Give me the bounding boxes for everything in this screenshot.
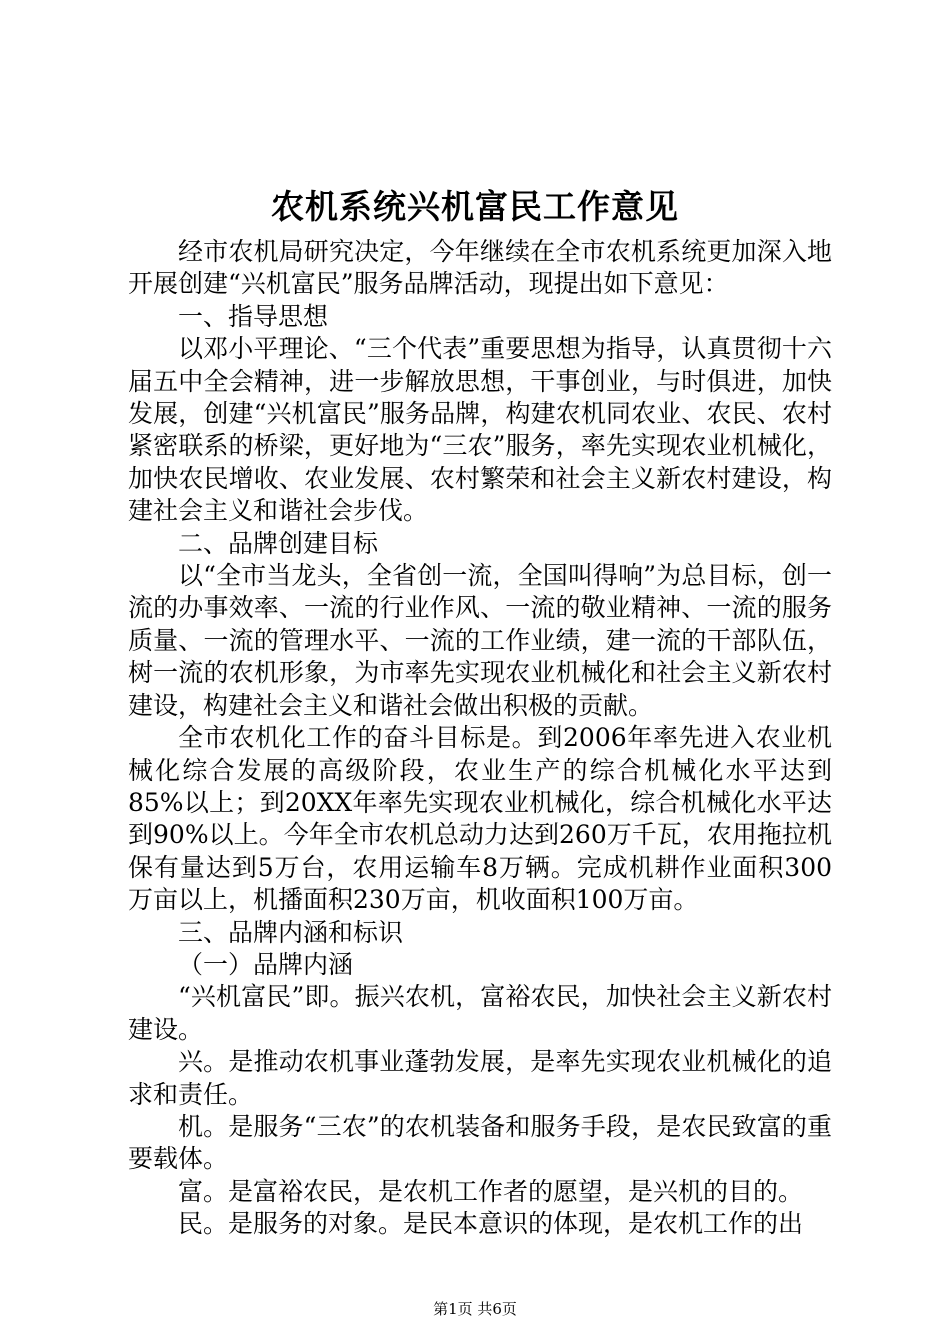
section-heading-2: 二、品牌创建目标	[178, 528, 379, 558]
paragraph-min: 民。是服务的对象。是民本意识的体现，是农机工作的出	[178, 1209, 804, 1239]
document-title: 农机系统兴机富民工作意见	[271, 187, 679, 226]
paragraph-intro: 经市农机局研究决定，今年继续在全市农机系统更加深入地开展创建“兴机富民”服务品牌活动，现提出如下意见：	[128, 237, 832, 299]
paragraph-xing: 兴。是推动农机事业蓬勃发展，是率先实现农业机械化的追求和责任。	[128, 1047, 832, 1109]
paragraph-ji: 机。是服务“三农”的农机装备和服务手段，是农民致富的重要载体。	[128, 1111, 832, 1174]
subsection-heading-1: （一）品牌内涵	[178, 949, 354, 979]
paragraph-fu: 富。是富裕农民，是农机工作者的愿望，是兴机的目的。	[178, 1176, 804, 1206]
section-heading-1: 一、指导思想	[178, 301, 329, 331]
paragraph-targets: 全市农机化工作的奋斗目标是。到2006年率先进入农业机械化综合发展的高级阶段，农业生产的综合机械化水平达到85%以上；到20XX年率先实现农业机械化，综合机械化水平达到90%以上。今年全市农机总动力达到260万千瓦，农用拖拉机保有量达到5万台，农用运输车8万辆。完成机耕作业面积300万亩以上，机播面积230万亩，机收面积100万亩。	[128, 723, 832, 915]
document-body	[128, 236, 832, 1241]
paragraph-brand-goal: 以“全市当龙头，全省创一流，全国叫得响”为总目标，创一流的办事效率、一流的行业作风、一流的敬业精神、一流的服务质量、一流的管理水平、一流的工作业绩，建一流的干部队伍，树一流的农机形象，为市率先实现农业机械化和社会主义新农村建设，构建社会主义和谐社会做出积极的贡献。	[128, 561, 832, 720]
section-heading-3: 三、品牌内涵和标识	[178, 917, 404, 947]
page-footer: 第1页 共6页	[433, 1300, 517, 1318]
paragraph-brand-meaning: “兴机富民”即。振兴农机，富裕农民，加快社会主义新农村建设。	[128, 982, 832, 1044]
paragraph-guiding-thought: 以邓小平理论、“三个代表”重要思想为指导，认真贯彻十六届五中全会精神，进一步解放思想，干事创业，与时俱进，加快发展，创建“兴机富民”服务品牌，构建农机同农业、农民、农村紧密联系的桥梁，更好地为“三农”服务，率先实现农业机械化，加快农民增收、农业发展、农村繁荣和社会主义新农村建设，构建社会主义和谐社会步伐。	[128, 334, 832, 526]
